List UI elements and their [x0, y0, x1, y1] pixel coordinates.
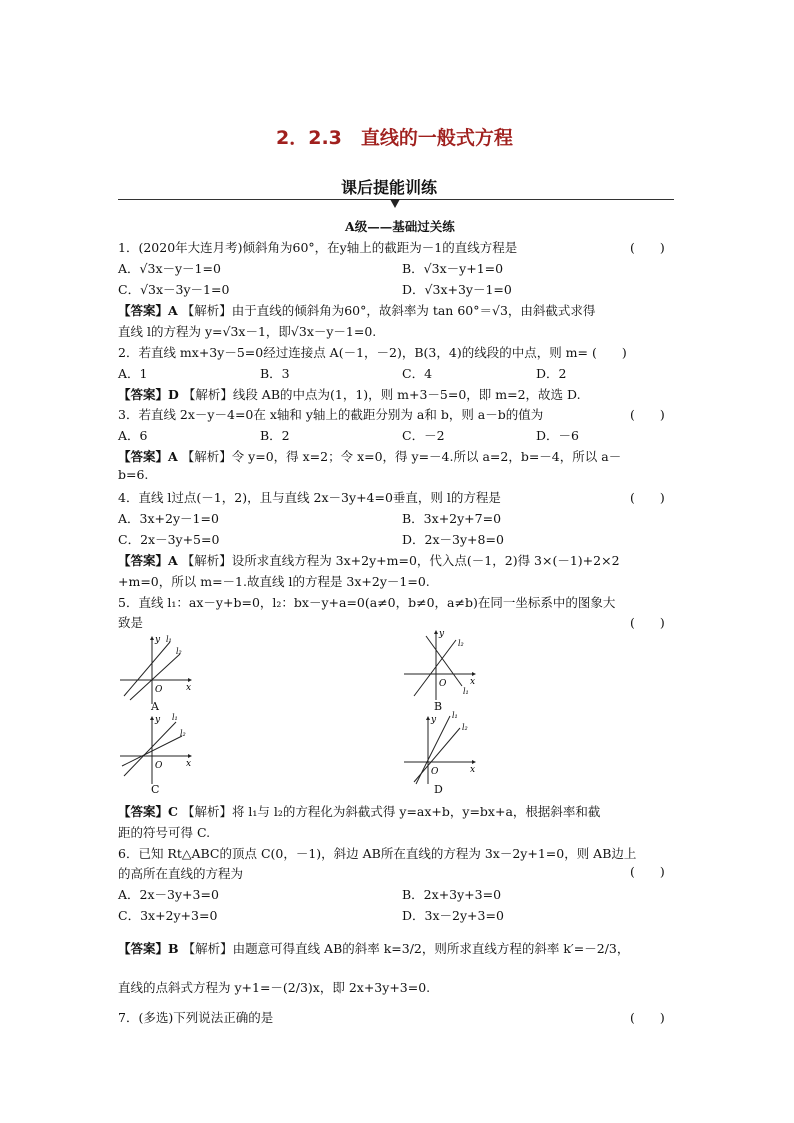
graph-option-c: [116, 710, 196, 790]
option-d: D．√3x+3y－1=0: [402, 282, 512, 297]
answer-tag: 【答案】A: [118, 303, 178, 318]
l2-label: l₂: [180, 729, 186, 738]
answer-tag: 【答案】B: [118, 941, 179, 956]
option-c: C．√3x－3y－1=0: [118, 282, 230, 297]
x-arrow-icon: [472, 672, 476, 676]
option-c: C．2x－3y+5=0: [118, 532, 220, 547]
l2-label: l₂: [458, 639, 464, 648]
divider-arrow-icon: [390, 199, 400, 208]
question-stem-cont: 的高所在直线的方程为: [118, 866, 244, 881]
explanation-line: 距的符号可得 C.: [118, 825, 211, 840]
answer-tag: 【答案】A: [118, 553, 178, 568]
y-arrow-icon: [150, 716, 154, 720]
answer-blank: ( ): [630, 240, 665, 255]
question-stem: 4．直线 l过点(－1，2)，且与直线 2x－3y+4=0垂直，则 l的方程是: [118, 490, 501, 505]
answer-tag: 【答案】C: [118, 804, 178, 819]
answer-tag: 【答案】D: [118, 387, 179, 402]
option-a: A．3x+2y－1=0: [118, 511, 219, 526]
explanation-text: 【解析】由于直线的倾斜角为60°，故斜率为 tan 60°＝√3，由斜截式求得: [181, 303, 596, 318]
x-label: x: [470, 677, 476, 687]
x-arrow-icon: [188, 678, 192, 682]
explanation-line: b=6.: [118, 467, 149, 482]
option-b: B．3: [260, 366, 290, 381]
question-stem-cont: 致是: [118, 615, 144, 630]
answer-blank: ( ): [630, 407, 665, 422]
origin-label: O: [155, 761, 163, 771]
option-a: A．√3x－y－1=0: [118, 261, 221, 276]
explanation-text: 【解析】令 y=0，得 x=2；令 x=0，得 y=－4.所以 a=2，b=－4，所以 a－: [181, 449, 622, 464]
question-stem: 6．已知 Rt△ABC的顶点 C(0，－1)，斜边 AB所在直线的方程为 3x－2y+1=0，则 AB边上: [118, 846, 637, 861]
explanation-line: 直线 l的方程为 y=√3x－1，即√3x－y－1=0.: [118, 324, 377, 339]
question-stem: 2．若直线 mx+3y－5=0经过连接点 A(－1，－2)，B(3，4)的线段的中点，则 m= ( ): [118, 345, 627, 360]
option-a: A．6: [118, 428, 148, 443]
explanation-text: 【解析】线段 AB的中点为(1，1)，则 m+3－5=0，即 m=2，故选 D.: [182, 387, 581, 402]
explanation: [118, 385, 581, 403]
option-b: B．2: [260, 428, 290, 443]
option-a: A．1: [118, 366, 148, 381]
l2-label: l₂: [462, 723, 468, 732]
question-stem: 3．若直线 2x－y－4=0在 x轴和 y轴上的截距分别为 a和 b，则 a－b的值为: [118, 407, 544, 422]
option-c: C．4: [402, 366, 433, 381]
answer-blank: ( ): [630, 864, 665, 879]
option-c: C．－2: [402, 428, 445, 443]
y-arrow-icon: [150, 636, 154, 640]
question-stem: 1．(2020年大连月考)倾斜角为60°，在y轴上的截距为－1的直线方程是: [118, 240, 518, 255]
option-c: C．3x+2y+3=0: [118, 908, 218, 923]
question-stem: 7．(多选)下列说法正确的是: [118, 1010, 274, 1025]
option-d: D．2: [536, 366, 567, 381]
explanation-text: 【解析】由题意可得直线 AB的斜率 k=3/2，则所求直线方程的斜率 k′=－2/3，: [182, 941, 630, 956]
graph-option-b: [400, 626, 480, 706]
graph-caption-b: B: [434, 700, 443, 713]
page-title: 2．2.3 直线的一般式方程: [276, 127, 513, 149]
option-d: D．2x－3y+8=0: [402, 532, 504, 547]
section-heading: A级——基础过关练: [345, 219, 455, 234]
explanation-text: 【解析】设所求直线方程为 3x+2y+m=0，代入点(－1，2)得 3×(－1)+2×2: [181, 553, 620, 568]
option-d: D．－6: [536, 428, 579, 443]
explanation: [118, 447, 621, 465]
l1-label: l₁: [452, 711, 458, 720]
l2-label: l₂: [176, 647, 182, 656]
answer-blank: ( ): [630, 490, 665, 505]
x-label: x: [470, 765, 476, 775]
question-stem: 5．直线 l₁：ax－y+b=0，l₂：bx－y+a=0(a≠0，b≠0，a≠b)在同一坐标系中的图象大: [118, 595, 616, 610]
y-arrow-icon: [434, 630, 438, 634]
y-label: y: [155, 635, 161, 645]
explanation: [118, 301, 595, 319]
x-arrow-icon: [472, 760, 476, 764]
graph-caption-c: C: [151, 783, 160, 796]
explanation: [118, 939, 629, 957]
origin-label: O: [155, 685, 163, 695]
option-b: B．√3x－y+1=0: [402, 261, 504, 276]
l1-label: l₁: [166, 635, 172, 644]
y-label: y: [155, 715, 161, 725]
origin-label: O: [439, 679, 447, 689]
option-a: A．2x－3y+3=0: [118, 887, 219, 902]
l1-label: l₁: [463, 687, 469, 696]
option-b: B．3x+2y+7=0: [402, 511, 502, 526]
origin-label: O: [431, 767, 439, 777]
explanation: [118, 551, 620, 569]
y-arrow-icon: [426, 716, 430, 720]
answer-tag: 【答案】A: [118, 449, 178, 464]
y-label: y: [439, 629, 445, 639]
line-l1: [124, 722, 176, 776]
explanation-line: +m=0，所以 m=－1.故直线 l的方程是 3x+2y－1=0.: [118, 574, 430, 589]
x-arrow-icon: [188, 754, 192, 758]
graph-caption-a: A: [151, 700, 159, 713]
x-label: x: [186, 683, 192, 693]
l1-label: l₁: [172, 713, 178, 722]
answer-blank: ( ): [630, 1010, 665, 1025]
x-label: x: [186, 759, 192, 769]
answer-blank: ( ): [630, 615, 665, 630]
explanation: [118, 802, 600, 820]
graph-option-d: [400, 710, 480, 790]
explanation-text: 【解析】将 l₁与 l₂的方程化为斜截式得 y=ax+b，y=bx+a，根据斜率和截: [181, 804, 601, 819]
explanation-line: 直线的点斜式方程为 y+1=－(2/3)x，即 2x+3y+3=0.: [118, 980, 431, 995]
option-b: B．2x+3y+3=0: [402, 887, 502, 902]
page-subtitle: 课后提能训练: [341, 178, 438, 197]
graph-caption-d: D: [434, 783, 443, 796]
option-d: D．3x－2y+3=0: [402, 908, 504, 923]
y-label: y: [431, 715, 437, 725]
